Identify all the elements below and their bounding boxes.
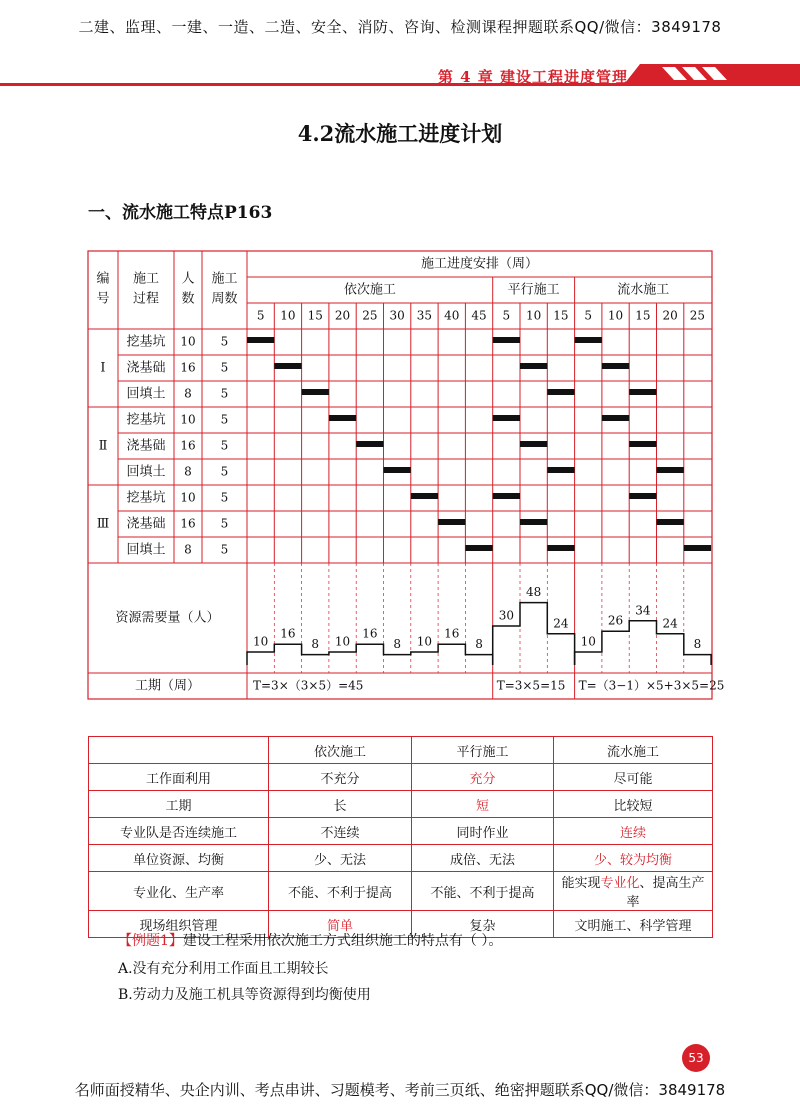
bar-flow bbox=[629, 493, 656, 499]
row-label: 专业化、生产率 bbox=[89, 872, 269, 911]
process-people: 16 bbox=[180, 516, 196, 531]
resource-step-sequential-label: 16 bbox=[444, 626, 460, 641]
header-no-1: 编 bbox=[96, 271, 110, 287]
segment-label: Ⅱ bbox=[98, 438, 108, 454]
cell-flow-highlight: 专业化 bbox=[600, 876, 640, 891]
comparison-header-empty bbox=[89, 737, 269, 764]
tick-label-parallel: 5 bbox=[502, 308, 511, 323]
page-number: 53 bbox=[682, 1044, 710, 1072]
tick-label-sequential: 5 bbox=[256, 308, 265, 323]
process-people: 8 bbox=[184, 464, 192, 479]
resource-step-sequential bbox=[247, 644, 493, 665]
process-name: 浇基础 bbox=[126, 360, 166, 376]
tick-label-flow: 15 bbox=[635, 308, 651, 323]
resource-step-sequential-label: 8 bbox=[311, 637, 320, 652]
process-name: 挖基坑 bbox=[126, 334, 166, 350]
example-question bbox=[118, 930, 502, 950]
table-row bbox=[89, 872, 713, 911]
bar-parallel bbox=[547, 389, 574, 395]
header-no-2: 号 bbox=[96, 291, 110, 307]
resource-step-parallel-label: 24 bbox=[553, 616, 569, 631]
group-parallel: 平行施工 bbox=[507, 282, 560, 298]
cell-flow: 比较短 bbox=[554, 791, 713, 818]
cell-parallel: 充分 bbox=[412, 764, 554, 791]
cell-flow-post: 、提高生产率 bbox=[626, 876, 705, 910]
cell-sequential: 简单 bbox=[269, 911, 412, 938]
resource-label: 资源需要量（人） bbox=[115, 610, 220, 626]
header-arrangement: 施工进度安排（周） bbox=[420, 256, 539, 272]
header-people-1: 人 bbox=[181, 271, 195, 287]
tick-label-flow: 5 bbox=[584, 308, 593, 323]
footer-contact-text: 名师面授精华、央企内训、考点串讲、习题模考、考前三页纸、绝密押题联系QQ/微信：3849178 bbox=[74, 1081, 726, 1099]
resource-step-flow-label: 8 bbox=[693, 637, 702, 652]
duration-flow: T=（3−1）×5+3×5=25 bbox=[578, 678, 725, 693]
row-label: 工作面利用 bbox=[89, 764, 269, 791]
process-weeks: 5 bbox=[220, 464, 229, 479]
page-title: 4.2流水施工进度计划 bbox=[297, 121, 503, 146]
duration-label: 工期（周） bbox=[134, 678, 201, 694]
process-weeks: 5 bbox=[220, 334, 229, 349]
process-weeks: 5 bbox=[220, 412, 229, 427]
duration-sequential: T=3×（3×5）=45 bbox=[253, 678, 364, 693]
cell-sequential: 长 bbox=[269, 791, 412, 818]
bar-parallel bbox=[493, 493, 520, 499]
process-weeks: 5 bbox=[220, 360, 229, 375]
row-label: 专业队是否连续施工 bbox=[89, 818, 269, 845]
process-weeks: 5 bbox=[220, 438, 229, 453]
cell-sequential: 少、无法 bbox=[269, 845, 412, 872]
bar-parallel bbox=[493, 337, 520, 343]
resource-step-sequential-label: 10 bbox=[416, 634, 433, 649]
header-people-2: 数 bbox=[181, 291, 195, 307]
tick-label-sequential: 20 bbox=[334, 308, 351, 323]
bar-sequential bbox=[329, 415, 356, 421]
section-title: 一、流水施工特点P163 bbox=[88, 203, 273, 223]
bar-parallel bbox=[520, 519, 547, 525]
bar-parallel bbox=[520, 363, 547, 369]
bar-flow bbox=[575, 337, 602, 343]
process-name: 浇基础 bbox=[126, 516, 166, 532]
cell-parallel: 同时作业 bbox=[412, 818, 554, 845]
cell-parallel: 复杂 bbox=[412, 911, 554, 938]
resource-step-parallel-label: 30 bbox=[498, 608, 514, 623]
cell-flow bbox=[554, 872, 713, 911]
option-a: A.没有充分利用工作面且工期较长 bbox=[118, 961, 329, 977]
bar-flow bbox=[602, 363, 629, 369]
process-name: 回填土 bbox=[126, 386, 166, 402]
bar-sequential bbox=[384, 467, 411, 473]
resource-step-sequential-label: 10 bbox=[253, 634, 269, 649]
cell-parallel: 短 bbox=[412, 791, 554, 818]
cell-flow-pre: 能实现 bbox=[561, 876, 601, 891]
process-name: 挖基坑 bbox=[126, 412, 166, 428]
process-people: 10 bbox=[180, 490, 196, 505]
tick-label-flow: 20 bbox=[662, 308, 678, 323]
tick-label-sequential: 40 bbox=[444, 308, 460, 323]
bar-flow bbox=[629, 389, 656, 395]
tick-label-flow: 25 bbox=[689, 308, 706, 323]
resource-step-sequential-label: 8 bbox=[393, 637, 401, 652]
table-row bbox=[89, 791, 713, 818]
table-row bbox=[89, 818, 713, 845]
resource-step-flow-label: 24 bbox=[662, 616, 678, 631]
process-people: 8 bbox=[184, 542, 192, 557]
process-people: 16 bbox=[180, 360, 196, 375]
bar-sequential bbox=[356, 441, 383, 447]
bar-flow bbox=[684, 545, 711, 551]
chapter-banner bbox=[0, 64, 800, 88]
header-weeks-1: 施工 bbox=[211, 271, 238, 287]
process-name: 挖基坑 bbox=[126, 490, 166, 506]
process-weeks: 5 bbox=[220, 490, 229, 505]
tick-label-sequential: 35 bbox=[416, 308, 433, 323]
bar-parallel bbox=[547, 467, 574, 473]
tick-label-sequential: 25 bbox=[362, 308, 378, 323]
resource-step-sequential-label: 16 bbox=[280, 626, 296, 641]
tick-label-sequential: 15 bbox=[307, 308, 323, 323]
comparison-header-row bbox=[89, 737, 713, 764]
process-name: 回填土 bbox=[126, 542, 166, 558]
bar-parallel bbox=[520, 441, 547, 447]
bar-flow bbox=[629, 441, 656, 447]
schedule-table bbox=[0, 245, 800, 705]
resource-step-sequential-label: 8 bbox=[475, 637, 483, 652]
tick-label-sequential: 45 bbox=[471, 308, 487, 323]
bar-sequential bbox=[438, 519, 465, 525]
bar-flow bbox=[657, 519, 684, 525]
chapter-title: 第 4 章 建设工程进度管理 bbox=[437, 68, 628, 86]
cell-parallel: 不能、不利于提高 bbox=[412, 872, 554, 911]
resource-step-parallel-label: 48 bbox=[526, 585, 542, 600]
tick-label-flow: 10 bbox=[607, 308, 624, 323]
example-tag: 【例题1】 bbox=[118, 933, 183, 949]
comparison-header-sequential: 依次施工 bbox=[269, 737, 412, 764]
group-flow: 流水施工 bbox=[617, 282, 670, 298]
cell-parallel: 成倍、无法 bbox=[412, 845, 554, 872]
process-weeks: 5 bbox=[220, 516, 229, 531]
process-people: 16 bbox=[180, 438, 196, 453]
bar-flow bbox=[657, 467, 684, 473]
process-name: 浇基础 bbox=[126, 438, 166, 454]
resource-step-sequential-label: 16 bbox=[362, 626, 378, 641]
process-weeks: 5 bbox=[220, 542, 229, 557]
comparison-header-flow: 流水施工 bbox=[554, 737, 713, 764]
process-people: 8 bbox=[184, 386, 192, 401]
cell-sequential: 不连续 bbox=[269, 818, 412, 845]
process-name: 回填土 bbox=[126, 464, 166, 480]
table-row bbox=[89, 764, 713, 791]
bar-parallel bbox=[493, 415, 520, 421]
bar-sequential bbox=[247, 337, 274, 343]
row-label: 单位资源、均衡 bbox=[89, 845, 269, 872]
tick-label-parallel: 10 bbox=[526, 308, 542, 323]
bar-sequential bbox=[302, 389, 329, 395]
cell-sequential: 不充分 bbox=[269, 764, 412, 791]
comparison-header-parallel: 平行施工 bbox=[412, 737, 554, 764]
bar-sequential bbox=[411, 493, 438, 499]
duration-parallel: T=3×5=15 bbox=[496, 678, 566, 693]
process-people: 10 bbox=[180, 412, 196, 427]
tick-label-parallel: 15 bbox=[553, 308, 569, 323]
bar-flow bbox=[602, 415, 629, 421]
cell-flow: 尽可能 bbox=[554, 764, 713, 791]
group-sequential: 依次施工 bbox=[343, 282, 396, 298]
segment-label: Ⅲ bbox=[96, 516, 110, 532]
process-people: 10 bbox=[180, 334, 196, 349]
bar-sequential bbox=[465, 545, 492, 551]
resource-step-sequential-label: 10 bbox=[334, 634, 351, 649]
comparison-table bbox=[88, 736, 713, 938]
tick-label-sequential: 30 bbox=[389, 308, 405, 323]
cell-sequential: 不能、不利于提高 bbox=[269, 872, 412, 911]
resource-step-flow-label: 34 bbox=[635, 603, 651, 618]
resource-step-flow-label: 10 bbox=[580, 634, 596, 649]
cell-flow: 文明施工、科学管理 bbox=[554, 911, 713, 938]
cell-flow: 少、较为均衡 bbox=[554, 845, 713, 872]
segment-label: Ⅰ bbox=[100, 360, 106, 376]
header-contact-text: 二建、监理、一建、一造、二造、安全、消防、咨询、检测课程押题联系QQ/微信：3849178 bbox=[78, 18, 722, 36]
example-question-text: 建设工程采用依次施工方式组织施工的特点有（ ）。 bbox=[182, 933, 503, 949]
bar-sequential bbox=[274, 363, 301, 369]
header-weeks-2: 周数 bbox=[211, 291, 238, 307]
row-label: 现场组织管理 bbox=[89, 911, 269, 938]
bar-parallel bbox=[547, 545, 574, 551]
header-process-1: 施工 bbox=[132, 271, 160, 287]
resource-step-flow-label: 26 bbox=[607, 613, 624, 628]
header-process-2: 过程 bbox=[132, 291, 160, 307]
cell-flow: 连续 bbox=[554, 818, 713, 845]
tick-label-sequential: 10 bbox=[280, 308, 296, 323]
row-label: 工期 bbox=[89, 791, 269, 818]
process-weeks: 5 bbox=[220, 386, 229, 401]
option-b: B.劳动力及施工机具等资源得到均衡使用 bbox=[118, 987, 371, 1003]
table-row bbox=[89, 845, 713, 872]
